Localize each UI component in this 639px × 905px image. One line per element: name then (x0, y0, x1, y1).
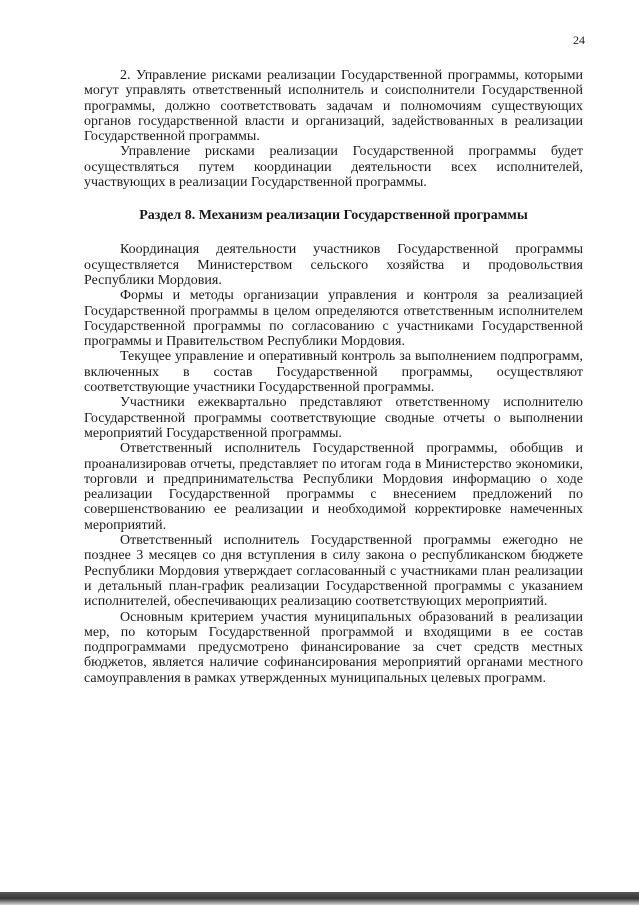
paragraph-risk-management: 2. Управление рисками реализации Государственной программы, которыми могут управлять ответственный исполнитель и соисполнители Государственной программы, должно соответствовать задачам и полномочиям существующих органов государственной власти и организаций, задействованных в реализации Государственной программы. (84, 68, 583, 145)
document-body (84, 68, 583, 686)
paragraph-current-management: Текущее управление и оперативный контроль за выполнением подпрограмм, включенных в состав Государственной программы, осуществляют соответствующие участники Государственной программы. (84, 349, 583, 396)
paragraph-risk-coordination: Управление рисками реализации Государственной программы будет осуществляться путем координации деятельности всех исполнителей, участвующих в реализации Государственной программы. (84, 144, 583, 191)
paragraph-annual-report: Ответственный исполнитель Государственной программы, обобщив и проанализировав отчеты, представляет по итогам года в Министерство экономики, торговли и предпринимательства Республики Мордовия информацию о ходе реализации Государственной программы с внесением предложений по совершенствованию ее реализации и необходимой корректировке намеченных мероприятий. (84, 441, 583, 533)
paragraph-forms-methods: Формы и методы организации управления и контроля за реализацией Государственной программы в целом определяются ответственным исполнителем Государственной программы по согласованию с участниками Государственной программы и Правительством Республики Мордовия. (84, 288, 583, 350)
paragraph-quarterly-reports: Участники ежеквартально представляют ответственному исполнителю Государственной программы соответствующие сводные отчеты о выполнении мероприятий Государственной программы. (84, 395, 583, 441)
page-number: 24 (573, 33, 585, 47)
paragraph-coordination: Координация деятельности участников Государственной программы осуществляется Министерством сельского хозяйства и продовольствия Республики Мордовия. (84, 242, 583, 288)
paragraph-implementation-plan: Ответственный исполнитель Государственной программы ежегодно не позднее 3 месяцев со дня вступления в силу закона о республиканском бюджете Республики Мордовия утверждает согласованный с участниками план реализации и детальный план-график реализации Государственной программы с указанием исполнителей, обеспечивающих реализацию соответствующих мероприятий. (84, 533, 583, 610)
paragraph-municipal-criteria: Основным критерием участия муниципальных образований в реализации мер, по которым Государственной программой и входящими в ее состав подпрограммами предусмотрено финансирование за счет средств местных бюджетов, является наличие софинансирования мероприятий органами местного самоуправления в рамках утвержденных муниципальных целевых программ. (84, 609, 583, 686)
section-title: Раздел 8. Механизм реализации Государственной программы (139, 208, 528, 224)
scan-edge (0, 883, 639, 905)
